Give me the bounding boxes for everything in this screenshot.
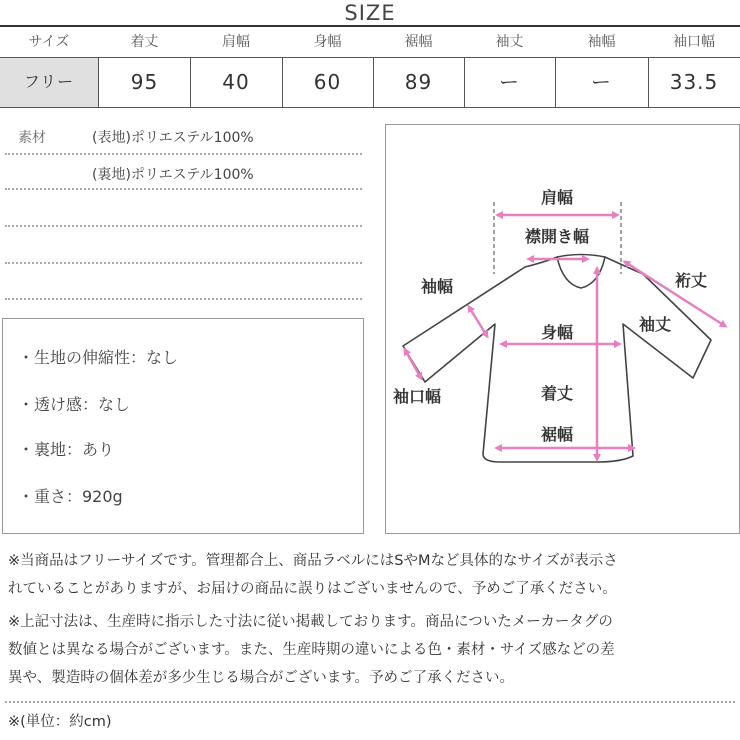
label-sleeve-width: 袖幅 — [421, 277, 454, 296]
title-divider — [0, 25, 740, 27]
header-body-width: 身幅 — [313, 34, 342, 50]
label-body-width: 身幅 — [540, 323, 574, 342]
note-line: 数値とは異なる場合がございます。また、生産時期の違いによる色・素材・サイズ感などの差 — [8, 642, 615, 658]
header-shoulder: 肩幅 — [222, 34, 250, 50]
note-line: ※上記寸法は、生産時に指示した寸法に従い掲載しております。商品についたメーカータグの — [8, 614, 613, 630]
label-neck: 襟開き幅 — [524, 227, 590, 246]
dotted-divider — [5, 701, 735, 703]
dotted-divider — [5, 225, 362, 227]
note-line: れていることがありますが、お届けの商品に誤りはございませんので、予めご了承ください。 — [8, 581, 617, 597]
hem-value: 89 — [404, 70, 433, 94]
label-length: 着丈 — [540, 384, 574, 403]
size-value: フリー — [23, 72, 75, 91]
label-sleeve-length: 袖丈 — [639, 315, 672, 334]
garment-diagram — [385, 124, 740, 534]
label-yuki: 裄丈 — [675, 271, 708, 290]
sleeve-length-value: ー — [499, 70, 520, 94]
page-title: SIZE — [344, 1, 396, 25]
label-hem: 裾幅 — [540, 425, 574, 444]
dotted-divider — [5, 188, 362, 190]
property-weight: ・重さ：920g — [18, 487, 123, 506]
dotted-divider — [5, 298, 362, 300]
header-length: 着丈 — [130, 34, 159, 50]
sleeve-width-value: ー — [591, 70, 612, 94]
dotted-divider — [5, 262, 362, 264]
label-cuff: 袖口幅 — [393, 387, 442, 406]
cuff-arrow — [405, 350, 421, 378]
header-sleeve-width: 袖幅 — [587, 34, 616, 50]
table-rule-bottom — [0, 107, 740, 108]
header-hem: 裾幅 — [404, 34, 433, 50]
sleeve-width-arrow — [469, 307, 487, 336]
label-shoulder: 肩幅 — [540, 188, 574, 207]
property-stretch: ・生地の伸縮性：なし — [18, 348, 179, 367]
shoulder-value: 40 — [222, 70, 250, 94]
cuff-value: 33.5 — [669, 70, 719, 94]
note-line: ※当商品はフリーサイズです。管理都合上、商品ラベルにはSやMなど具体的なサイズが表示さ — [8, 553, 618, 569]
unit-note: ※(単位：約cm) — [8, 714, 112, 730]
body-width-value: 60 — [313, 70, 342, 94]
length-value: 95 — [130, 70, 159, 94]
property-lining: ・裏地：あり — [18, 440, 115, 459]
dotted-divider — [5, 153, 362, 155]
header-size: サイズ — [28, 34, 70, 50]
material-label: 素材 — [18, 130, 46, 146]
material-lining: (裏地)ポリエステル100% — [92, 167, 254, 183]
note-line: 異や、製造時の個体差が多少生じる場合がございます。予めご了承ください。 — [8, 670, 515, 686]
material-outer: (表地)ポリエステル100% — [92, 130, 254, 146]
header-sleeve-length: 袖丈 — [495, 34, 524, 50]
property-sheerness: ・透け感：なし — [18, 395, 131, 414]
header-cuff: 袖口幅 — [673, 34, 715, 50]
